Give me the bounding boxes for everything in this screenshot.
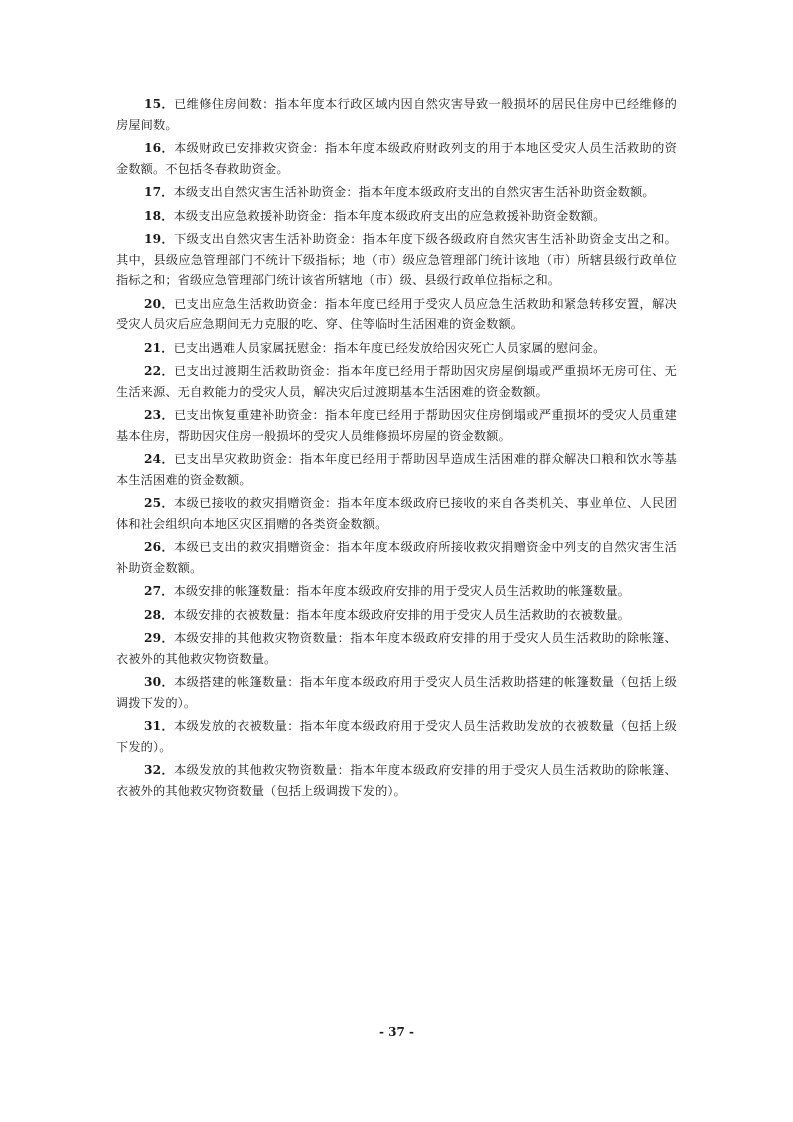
definition-paragraph — [116, 182, 677, 203]
item-number: 17． — [144, 185, 174, 199]
item-number: 16． — [144, 141, 175, 155]
item-text: 下级支出自然灾害生活补助资金：指本年度下级各级政府自然灾害生活补助资金支出之和。其中，县级应急管理部门不统计下级指标；地（市）级应急管理部门统计该地（市）所辖县级行政单位指标之和；省级应急管理部门统计该省所辖地（市）级、县级行政单位指标之和。 — [116, 232, 678, 287]
item-text: 本级安排的帐篷数量：指本年度本级政府安排的用于受灾人员生活救助的帐篷数量。 — [173, 584, 631, 598]
item-text: 本级已接收的救灾捐赠资金：指本年度本级政府已接收的来自各类机关、事业单位、人民团体和社会组织向本地区灾区捐赠的各类资金数额。 — [116, 496, 678, 531]
item-text: 本级搭建的帐篷数量：指本年度本级政府用于受灾人员生活救助搭建的帐篷数量（包括上级调拨下发的）。 — [116, 675, 678, 710]
item-number: 26． — [144, 540, 175, 554]
definition-paragraph — [116, 405, 677, 446]
definitions-list — [116, 94, 677, 804]
item-text: 本级支出应急救援补助资金：指本年度本级政府支出的应急救援补助资金数额。 — [173, 208, 606, 223]
item-number: 28． — [144, 607, 174, 622]
definition-paragraph — [116, 628, 677, 669]
item-number: 15． — [144, 97, 175, 111]
definition-paragraph — [116, 206, 677, 227]
definition-paragraph — [116, 138, 677, 179]
definition-paragraph — [116, 449, 677, 490]
definition-paragraph — [116, 716, 677, 757]
item-number: 31． — [144, 719, 175, 733]
item-number: 27． — [144, 584, 174, 598]
item-number: 19． — [144, 232, 175, 246]
definition-paragraph — [116, 760, 677, 801]
item-text: 已支出恢复重建补助资金：指本年度已经用于帮助因灾住房倒塌或严重损坏的受灾人员重建基本住房，帮助因灾住房一般损坏的受灾人员维修损坏房屋的资金数额。 — [116, 408, 678, 443]
item-number: 32． — [144, 763, 175, 777]
item-number: 21． — [144, 340, 174, 355]
item-number: 24． — [144, 452, 175, 466]
item-text: 本级安排的其他救灾物资数量：指本年度本级政府安排的用于受灾人员生活救助的除帐篷、衣被外的其他救灾物资数量。 — [116, 631, 678, 666]
definition-paragraph — [116, 537, 677, 578]
item-text: 已支出遇难人员家属抚慰金：指本年度已经发放给因灾死亡人员家属的慰问金。 — [173, 340, 606, 355]
definition-paragraph — [116, 294, 677, 335]
item-text: 本级发放的衣被数量：指本年度本级政府用于受灾人员生活救助发放的衣被数量（包括上级下发的）。 — [116, 719, 678, 754]
definition-paragraph — [116, 672, 677, 713]
item-number: 18． — [144, 208, 174, 223]
definition-paragraph — [116, 493, 677, 534]
definition-paragraph — [116, 361, 677, 402]
item-text: 本级支出自然灾害生活补助资金：指本年度本级政府支出的自然灾害生活补助资金数额。 — [173, 185, 655, 199]
item-number: 20． — [144, 296, 175, 311]
page-number: - 37 - — [378, 1025, 414, 1039]
item-text: 已支出应急生活救助资金：指本年度已经用于受灾人员应急生活救助和紧急转移安置，解决受灾人员灾后应急期间无力克服的吃、穿、住等临时生活困难的资金数额。 — [116, 296, 678, 331]
item-number: 22． — [144, 364, 175, 378]
definition-paragraph — [116, 94, 677, 135]
item-text: 本级发放的其他救灾物资数量：指本年度本级政府安排的用于受灾人员生活救助的除帐篷、衣被外的其他救灾物资数量（包括上级调拨下发的）。 — [116, 763, 678, 798]
item-text: 已支出旱灾救助资金：指本年度已经用于帮助因旱造成生活困难的群众解决口粮和饮水等基本生活困难的资金数额。 — [116, 452, 678, 487]
item-text: 本级安排的衣被数量：指本年度本级政府安排的用于受灾人员生活救助的衣被数量。 — [173, 607, 631, 622]
item-text: 本级已支出的救灾捐赠资金：指本年度本级政府所接收救灾捐赠资金中列支的自然灾害生活补助资金数额。 — [116, 540, 678, 575]
item-number: 29． — [144, 631, 175, 645]
definition-paragraph — [116, 229, 677, 291]
definition-paragraph — [116, 581, 677, 602]
item-number: 30． — [144, 675, 175, 689]
item-text: 已维修住房间数：指本年度本行政区域内因自然灾害导致一般损坏的居民住房中已经维修的房屋间数。 — [116, 97, 678, 132]
definition-paragraph — [116, 338, 677, 359]
item-number: 25． — [144, 496, 175, 510]
item-text: 已支出过渡期生活救助资金：指本年度已经用于帮助因灾房屋倒塌或严重损坏无房可住、无生活来源、无自救能力的受灾人员，解决灾后过渡期基本生活困难的资金数额。 — [116, 364, 678, 399]
item-text: 本级财政已安排救灾资金：指本年度本级政府财政列支的用于本地区受灾人员生活救助的资金数额。不包括冬春救助资金。 — [116, 141, 678, 176]
definition-paragraph — [116, 605, 677, 626]
item-number: 23． — [144, 408, 175, 422]
